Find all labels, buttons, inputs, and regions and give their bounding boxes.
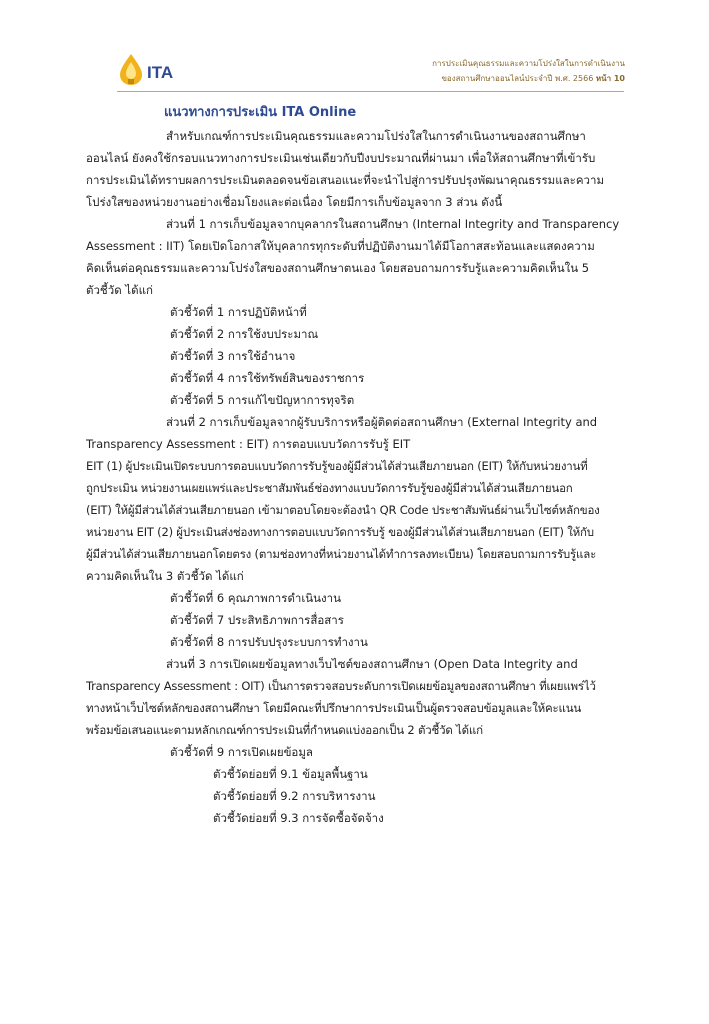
indicator-item: ตัวชี้วัดที่ 9 การเปิดเผยข้อมูล [170,745,313,759]
document-body [86,101,626,829]
ita-logo [117,52,197,86]
intro-line: โปร่งใสของหน่วยงานอย่างเชื่อมโยงและต่อเนื่อง โดยมีการเก็บข้อมูลจาก 3 ส่วน ดังนี้ [86,195,503,209]
indicator-item: ตัวชี้วัดที่ 8 การปรับปรุงระบบการทำงาน [170,635,368,649]
part2-line: ถูกประเมิน หน่วยงานเผยแพร่และประชาสัมพันธ์ช่องทางแบบวัดการรับรู้ของผู้มีส่วนได้ส่วนเสียภายนอก [86,481,573,495]
part3-line: ทางหน้าเว็บไซต์หลักของสถานศึกษา โดยมีคณะที่ปรึกษาการประเมินเป็นผู้ตรวจสอบข้อมูลและให้คะแนน [86,701,582,715]
indicator-item: ตัวชี้วัดที่ 3 การใช้อำนาจ [170,349,296,363]
indicator-item: ตัวชี้วัดที่ 7 ประสิทธิภาพการสื่อสาร [170,613,344,627]
part2-line: ส่วนที่ 2 การเก็บข้อมูลจากผู้รับบริการหรือผู้ติดต่อสถานศึกษา (External Integrity and [166,415,598,429]
indicator-item: ตัวชี้วัดที่ 5 การแก้ไขปัญหาการทุจริต [170,393,355,407]
indicator-item: ตัวชี้วัดที่ 6 คุณภาพการดำเนินงาน [170,591,341,605]
indicator-item: ตัวชี้วัดที่ 2 การใช้งบประมาณ [170,327,319,341]
sub-indicator-item: ตัวชี้วัดย่อยที่ 9.3 การจัดซื้อจัดจ้าง [213,811,384,825]
intro-line: การประเมินได้ทราบผลการประเมินตลอดจนข้อเสนอแนะที่จะนำไปสู่การปรับปรุงพัฒนาคุณธรรมและความ [86,173,605,187]
part3-line: Transparency Assessment : OIT) เป็นการตรวจสอบระดับการเปิดเผยข้อมูลของสถานศึกษา ที่เผยแพร่ไว้ [86,679,596,693]
intro-line: ออนไลน์ ยังคงใช้กรอบแนวทางการประเมินเช่นเดียวกับปีงบประมาณที่ผ่านมา เพื่อให้สถานศึกษาที่เข้ารับ [86,151,596,165]
part2-line: EIT (1) ผู้ประเมินเปิดระบบการตอบแบบวัดการรับรู้ของผู้มีส่วนได้ส่วนเสียภายนอก (EIT) ให้กับหน่วยงานที่ [86,459,588,473]
part2-line: (EIT) ให้ผู้มีส่วนได้ส่วนเสียภายนอก เข้ามาตอบโดยจะต้องนำ QR Code ประชาสัมพันธ์ผ่านเว็บไซต์หลักของ [86,503,600,517]
page-header [0,0,709,90]
sub-indicator-item: ตัวชี้วัดย่อยที่ 9.2 การบริหารงาน [213,789,376,803]
header-line-1: การประเมินคุณธรรมและความโปร่งใสในการดำเนินงาน [432,59,625,68]
part2-line: ผู้มีส่วนได้ส่วนเสียภายนอกโดยตรง (ตามช่องทางที่หน่วยงานได้ทำการลงทะเบียน) โดยสอบถามการรับรู้และ [86,547,597,561]
part2-line: Transparency Assessment : EIT) การตอบแบบวัดการรับรู้ EIT [86,437,411,451]
part2-line: ความคิดเห็นใน 3 ตัวชี้วัด ได้แก่ [86,569,244,583]
part1-line: Assessment : IIT) โดยเปิดโอกาสให้บุคลากรทุกระดับที่ปฏิบัติงานมาได้มีโอกาสสะท้อนและแสดงความ [86,239,595,253]
part2-line: หน่วยงาน EIT (2) ผู้ประเมินส่งช่องทางการตอบแบบวัดการรับรู้ ของผู้มีส่วนได้ส่วนเสียภายนอก (EIT) ให้กับ [86,525,594,539]
header-line-2 [432,71,625,86]
part3-line: พร้อมข้อเสนอแนะตามหลักเกณฑ์การประเมินที่กำหนดแบ่งออกเป็น 2 ตัวชี้วัด ได้แก่ [86,723,483,737]
indicator-item: ตัวชี้วัดที่ 1 การปฏิบัติหน้าที่ [170,305,307,319]
header-line-2-text: ของสถานศึกษาออนไลน์ประจำปี พ.ศ. 2566 [441,74,594,83]
page-number: หน้า 10 [595,74,625,83]
part3-line: ส่วนที่ 3 การเปิดเผยข้อมูลทางเว็บไซต์ของสถานศึกษา (Open Data Integrity and [166,657,578,671]
part1-line: ส่วนที่ 1 การเก็บข้อมูลจากบุคลากรในสถานศึกษา (Internal Integrity and Transparency [166,217,620,231]
intro-line: สำหรับเกณฑ์การประเมินคุณธรรมและความโปร่งใสในการดำเนินงานของสถานศึกษา [166,129,586,143]
indicator-item: ตัวชี้วัดที่ 4 การใช้ทรัพย์สินของราชการ [170,371,365,385]
header-rule [117,91,624,92]
sub-indicator-item: ตัวชี้วัดย่อยที่ 9.1 ข้อมูลพื้นฐาน [213,767,368,781]
section-title: แนวทางการประเมิน ITA Online [164,105,357,120]
header-text [432,56,625,86]
svg-text:ITA: ITA [147,63,174,82]
part1-line: คิดเห็นต่อคุณธรรมและความโปร่งใสของสถานศึกษาตนเอง โดยสอบถามการรับรู้และความคิดเห็นใน 5 [86,261,590,275]
part1-line: ตัวชี้วัด ได้แก่ [86,283,153,297]
